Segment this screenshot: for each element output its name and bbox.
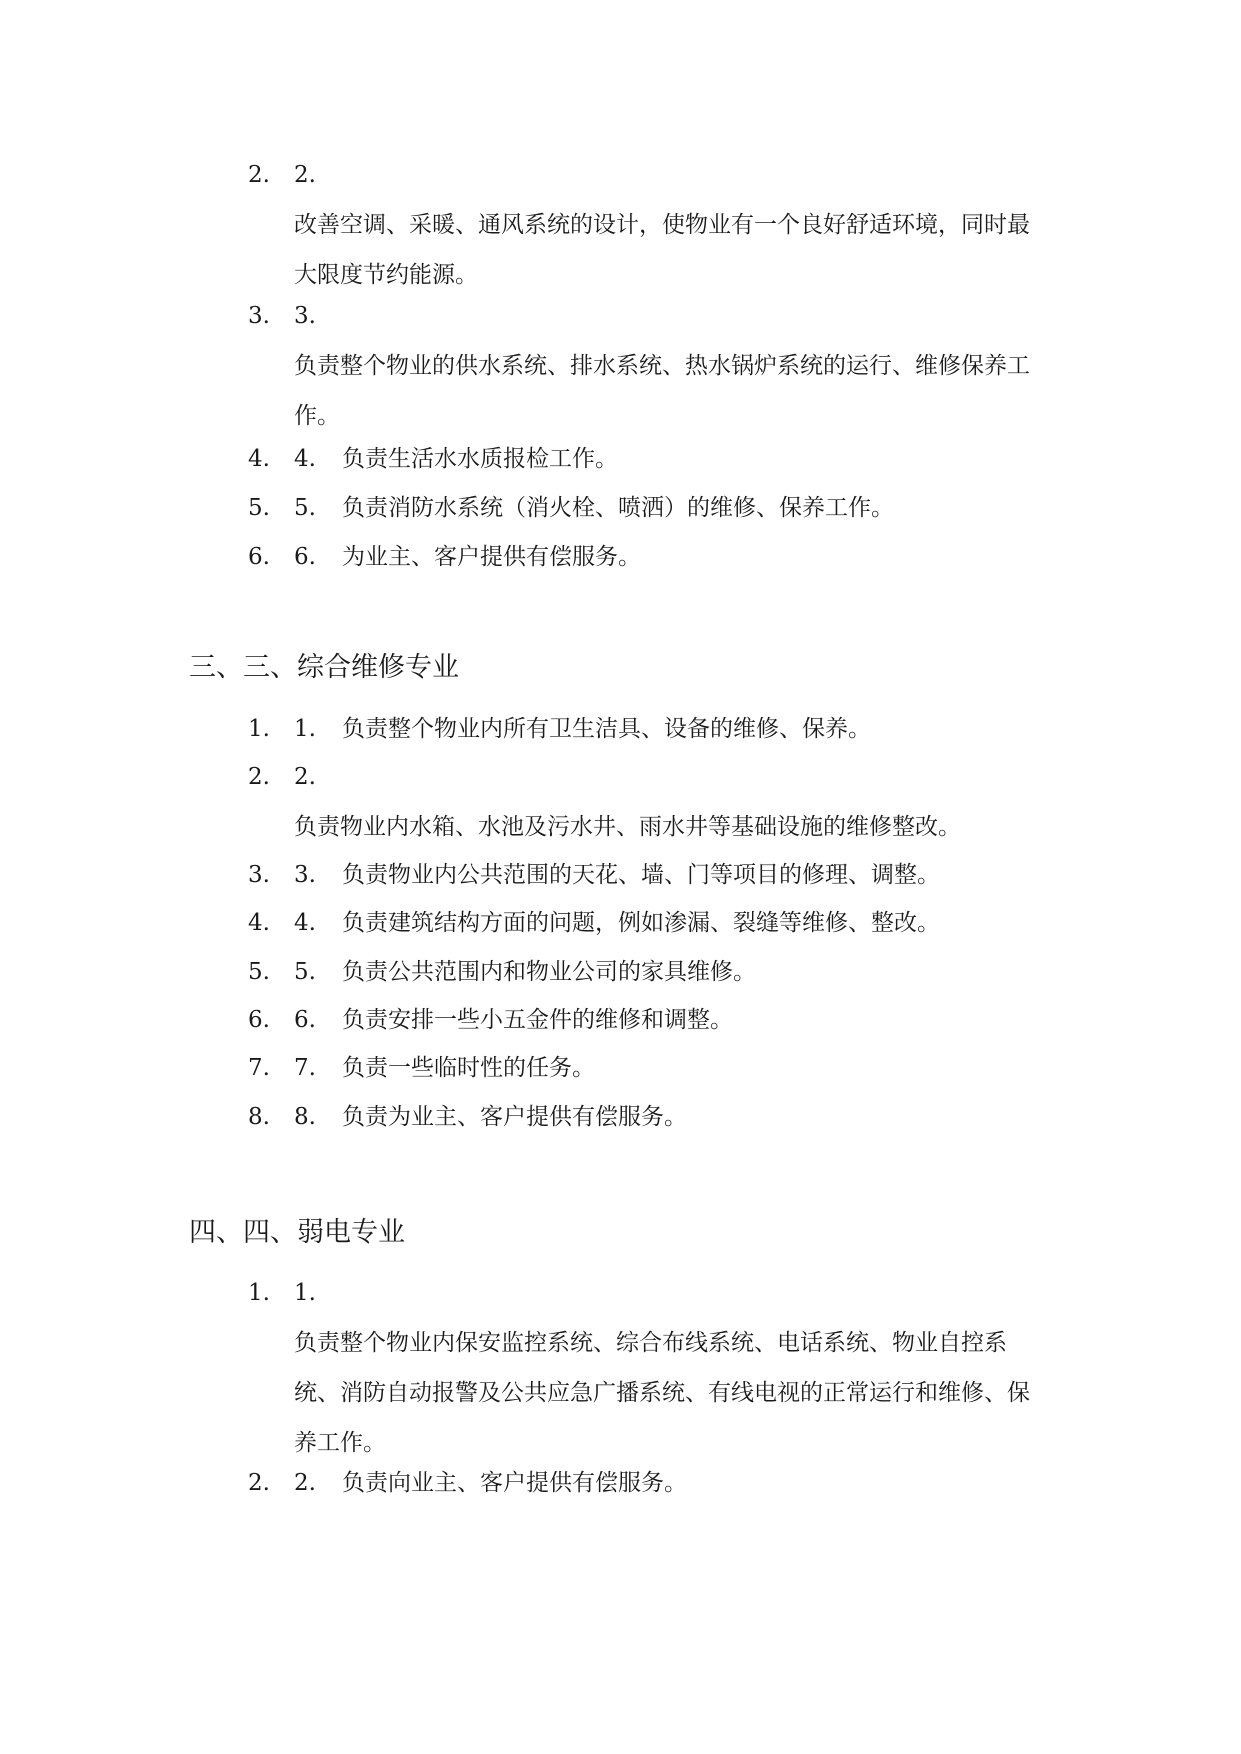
item-subnumber: 6. (294, 1007, 316, 1033)
list-item (248, 1043, 1048, 1093)
item-subnumber: 7. (294, 1055, 316, 1081)
item-subnumber: 2. (294, 162, 316, 188)
item-subnumber: 1. (294, 716, 316, 742)
item-number: 6. (248, 1007, 270, 1033)
item-number: 5. (248, 959, 270, 985)
section-heading: 三、三、综合维修专业 (189, 652, 459, 683)
item-number: 3. (248, 862, 270, 888)
list-item (248, 150, 1048, 300)
section-heading: 四、四、弱电专业 (189, 1217, 405, 1248)
item-number: 4. (248, 446, 270, 472)
list-item (248, 850, 1048, 900)
list-item (248, 1092, 1048, 1142)
item-number: 8. (248, 1104, 270, 1130)
list-item (248, 291, 1048, 441)
list-item (248, 752, 1048, 852)
list-item (248, 704, 1048, 754)
item-subnumber: 8. (294, 1104, 316, 1130)
item-text: 负责公共范围内和物业公司的家具维修。 (342, 959, 756, 985)
item-subnumber: 4. (294, 446, 316, 472)
item-number: 1. (248, 1280, 270, 1306)
list-item (248, 947, 1048, 997)
item-subnumber: 4. (294, 910, 316, 936)
item-text: 负责一些临时性的任务。 (342, 1055, 595, 1081)
item-subnumber: 5. (294, 959, 316, 985)
item-text: 负责向业主、客户提供有偿服务。 (342, 1470, 687, 1496)
item-subnumber: 6. (294, 544, 316, 570)
item-text: 负责物业内水箱、水池及污水井、雨水井等基础设施的维修整改。 (294, 814, 961, 840)
item-number: 3. (248, 303, 270, 329)
list-item (248, 532, 1048, 582)
item-subnumber: 2. (294, 1470, 316, 1496)
item-subnumber: 3. (294, 862, 316, 888)
item-text: 为业主、客户提供有偿服务。 (342, 544, 641, 570)
item-text: 负责安排一些小五金件的维修和调整。 (342, 1007, 733, 1033)
item-number: 7. (248, 1055, 270, 1081)
list-item (248, 898, 1048, 948)
item-number: 1. (248, 716, 270, 742)
list-item (248, 1268, 1048, 1468)
item-subnumber: 2. (294, 764, 316, 790)
item-text: 改善空调、采暖、通风系统的设计，使物业有一个良好舒适环境，同时最大限度节约能源。 (294, 212, 1030, 288)
item-number: 6. (248, 544, 270, 570)
item-text: 负责整个物业的供水系统、排水系统、热水锅炉系统的运行、维修保养工作。 (294, 353, 1030, 429)
list-item (248, 1458, 1048, 1508)
item-text: 负责建筑结构方面的问题，例如渗漏、裂缝等维修、整改。 (342, 910, 940, 936)
item-text: 负责整个物业内保安监控系统、综合布线系统、电话系统、物业自控系统、消防自动报警及公共应急广播系统、有线电视的正常运行和维修、保养工作。 (294, 1330, 1030, 1456)
item-number: 4. (248, 910, 270, 936)
item-text: 负责消防水系统（消火栓、喷洒）的维修、保养工作。 (342, 495, 894, 521)
item-text: 负责物业内公共范围的天花、墙、门等项目的修理、调整。 (342, 862, 940, 888)
item-number: 5. (248, 495, 270, 521)
item-number: 2. (248, 1470, 270, 1496)
item-number: 2. (248, 764, 270, 790)
item-text: 负责生活水水质报检工作。 (342, 446, 618, 472)
list-item (248, 483, 1048, 533)
item-subnumber: 1. (294, 1280, 316, 1306)
item-text: 负责整个物业内所有卫生洁具、设备的维修、保养。 (342, 716, 871, 742)
item-text: 负责为业主、客户提供有偿服务。 (342, 1104, 687, 1130)
item-subnumber: 5. (294, 495, 316, 521)
item-subnumber: 3. (294, 303, 316, 329)
list-item (248, 995, 1048, 1045)
list-item (248, 434, 1048, 484)
item-number: 2. (248, 162, 270, 188)
